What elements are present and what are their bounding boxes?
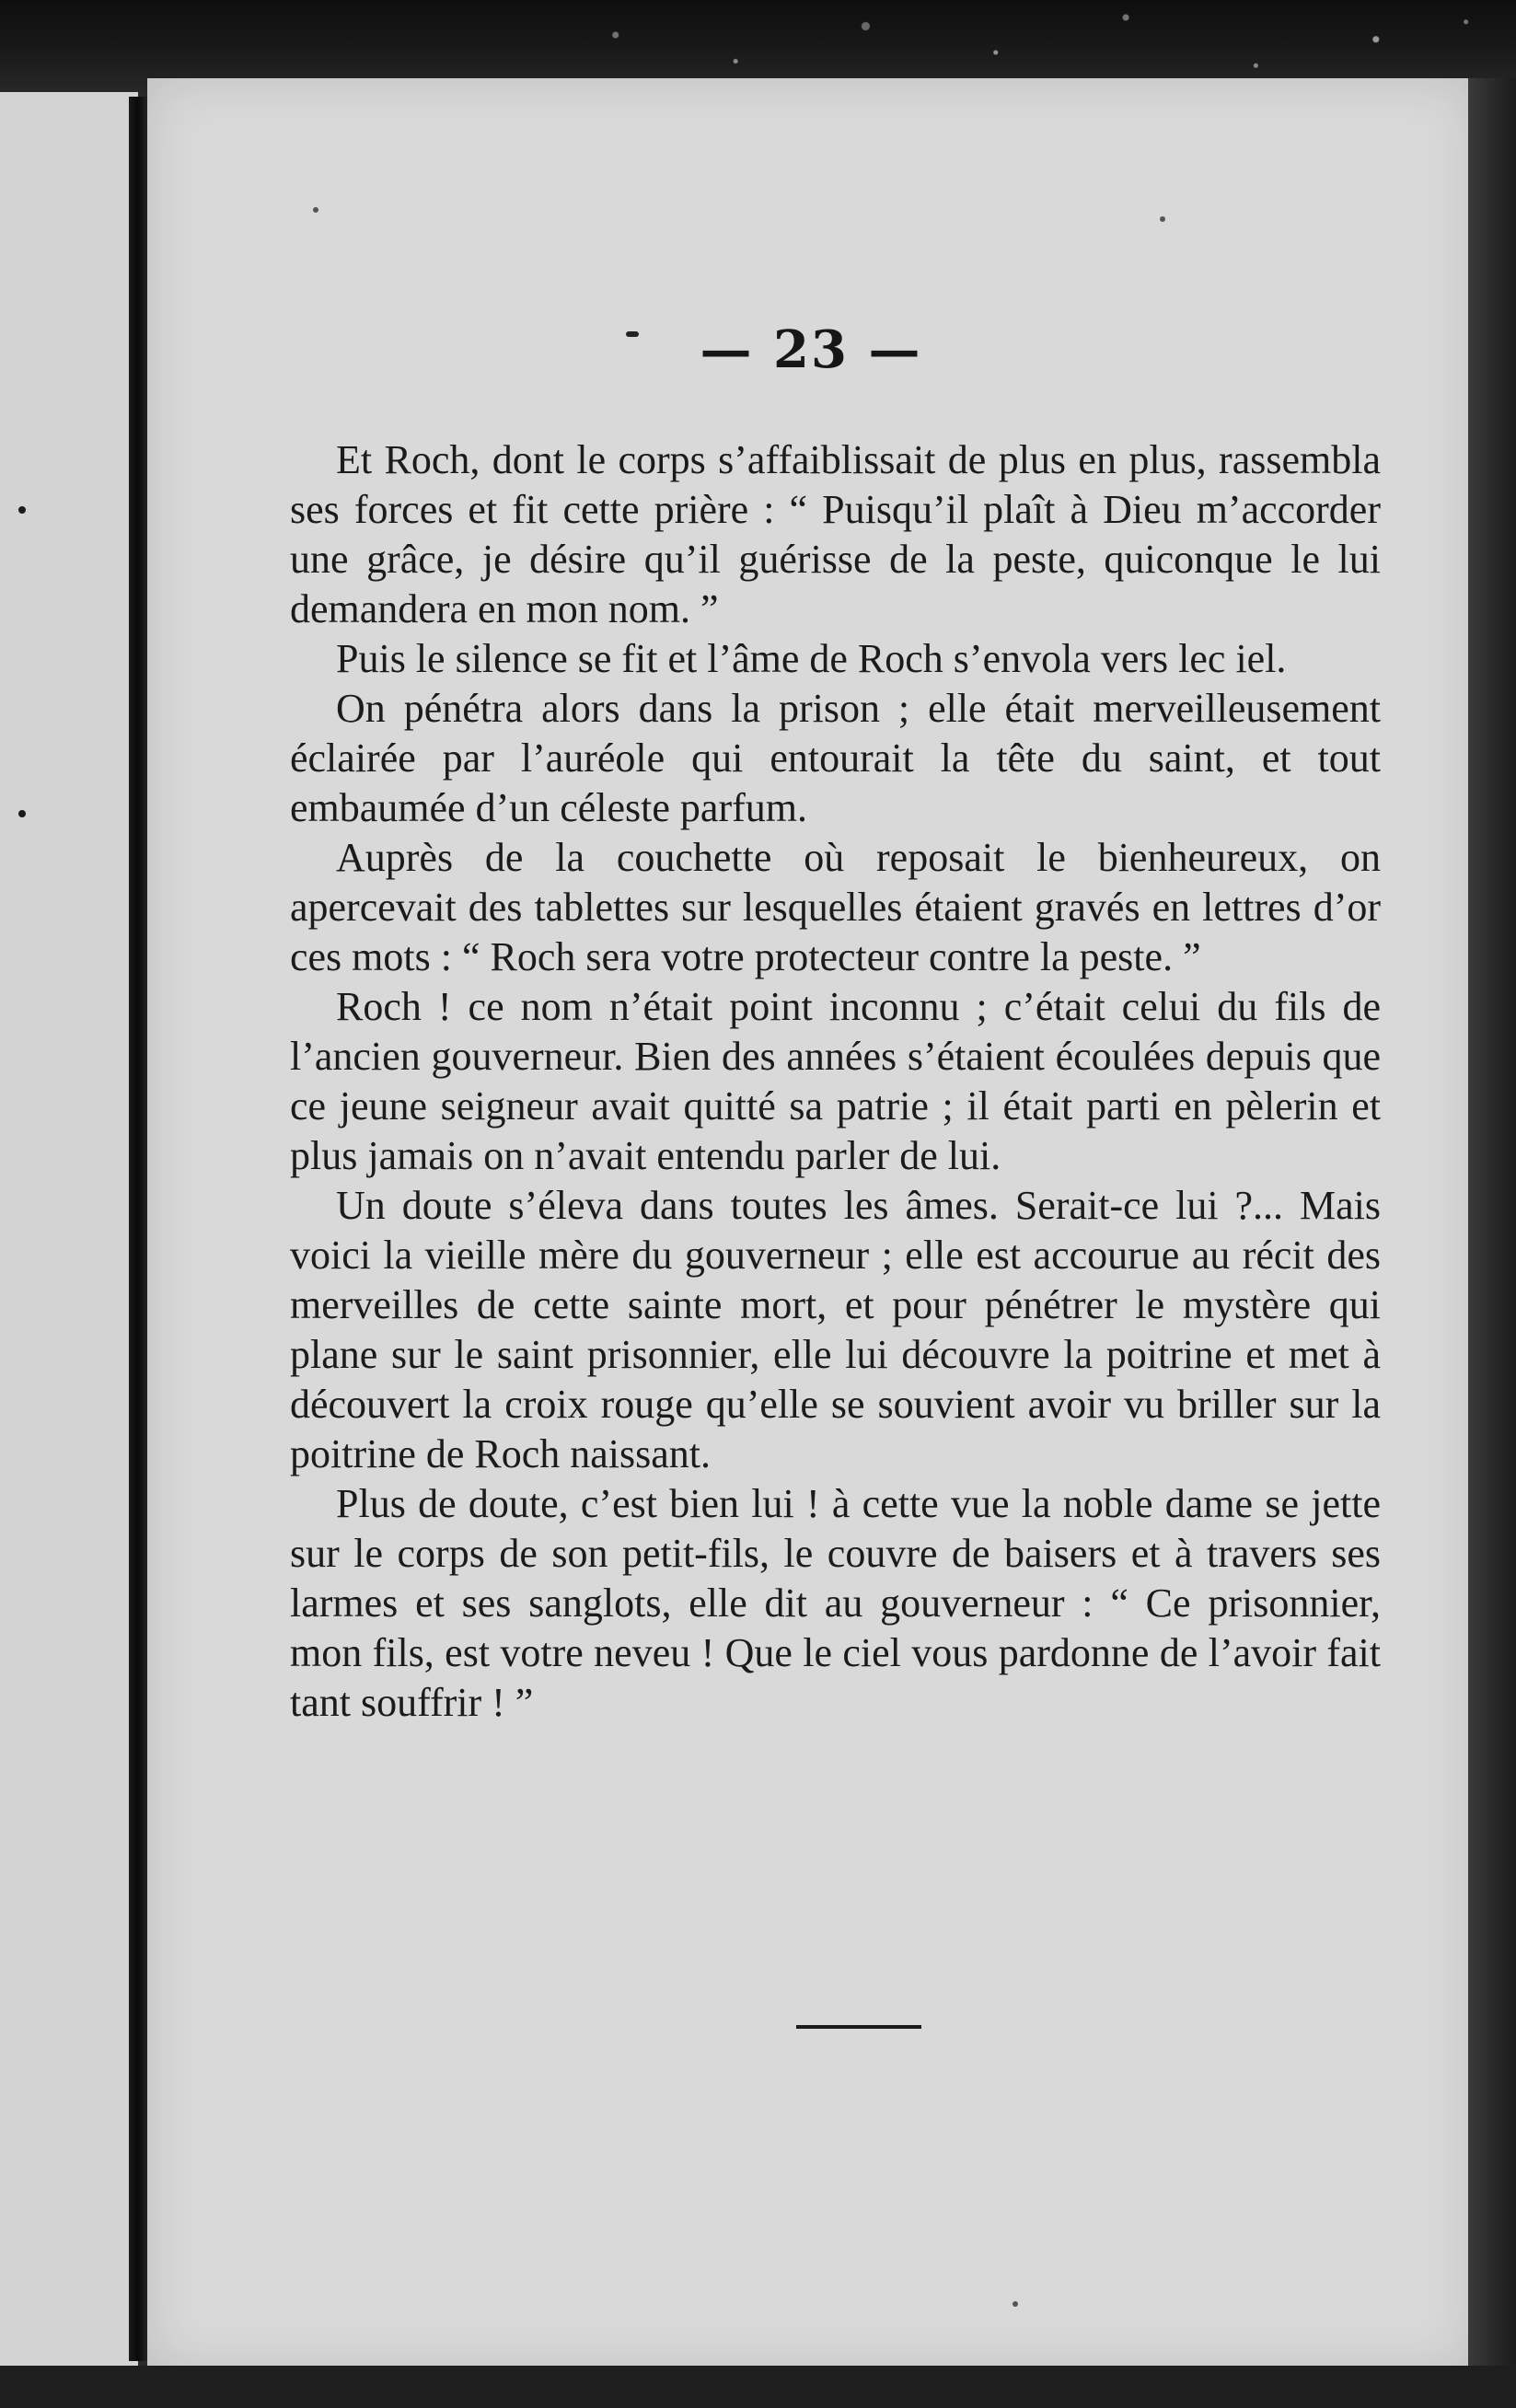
section-end-rule <box>796 2025 921 2029</box>
paragraph: Et Roch, dont le corps s’affaiblissait de plus en plus, rassembla ses forces et fit cette prière : “ Puisqu’il plaît à Dieu m’accorder une grâce, je désire qu’il guérisse de la peste, quiconque le lui demandera en mon nom. ” <box>290 437 1381 631</box>
paragraph: Auprès de la couchette où reposait le bienheureux, on apercevait des tablettes sur lesquelles étaient gravés en lettres d’or ces mots : “ Roch sera votre protecteur contre la peste. ” <box>290 835 1381 979</box>
page-number: — 23 — <box>700 319 922 380</box>
page-speck <box>18 506 26 514</box>
paragraph: Roch ! ce nom n’était point inconnu ; c’était celui du fils de l’ancien gouverneur. Bien des années s’étaient écoulées depuis que ce jeune seigneur avait quitté sa patrie ; il était parti en pèlerin et plus jamais on n’avait entendu parler de lui. <box>290 984 1381 1178</box>
previous-page-edge <box>0 92 138 2366</box>
scan-noise <box>515 0 1516 87</box>
page-speck <box>313 207 318 213</box>
book-page <box>147 78 1475 2370</box>
page-speck <box>18 810 26 817</box>
page-speck <box>626 331 639 337</box>
page-right-edge <box>1468 78 1516 2408</box>
scan-background-bottom <box>0 2366 1516 2408</box>
page-speck <box>1160 216 1165 222</box>
paragraph: Puis le silence se fit et l’âme de Roch s’envola vers lec iel. <box>336 636 1287 681</box>
page-speck <box>1013 2301 1018 2307</box>
paragraph: Plus de doute, c’est bien lui ! à cette vue la noble dame se jette sur le corps de son petit-fils, le couvre de baisers et à travers ses larmes et ses sanglots, elle dit au gouverneur : “ Ce prisonnier, mon fils, est votre neveu ! Que le ciel vous pardonne de l’avoir fait tant souffrir ! ” <box>290 1481 1381 1725</box>
paragraph: On pénétra alors dans la prison ; elle était merveilleusement éclairée par l’auréole qui entourait la tête du saint, et tout embaumée d’un céleste parfum. <box>290 686 1381 830</box>
paragraph: Un doute s’éleva dans toutes les âmes. Serait-ce lui ?... Mais voici la vieille mère du gouverneur ; elle est accourue au récit des merveilles de cette sainte mort, et pour pénétrer le mystère qui plane sur le saint prisonnier, elle lui découvre la poitrine et met à découvert la croix rouge qu’elle se souvient avoir vu briller sur la poitrine de Roch naissant. <box>290 1183 1381 1476</box>
page-text <box>290 435 1381 1728</box>
